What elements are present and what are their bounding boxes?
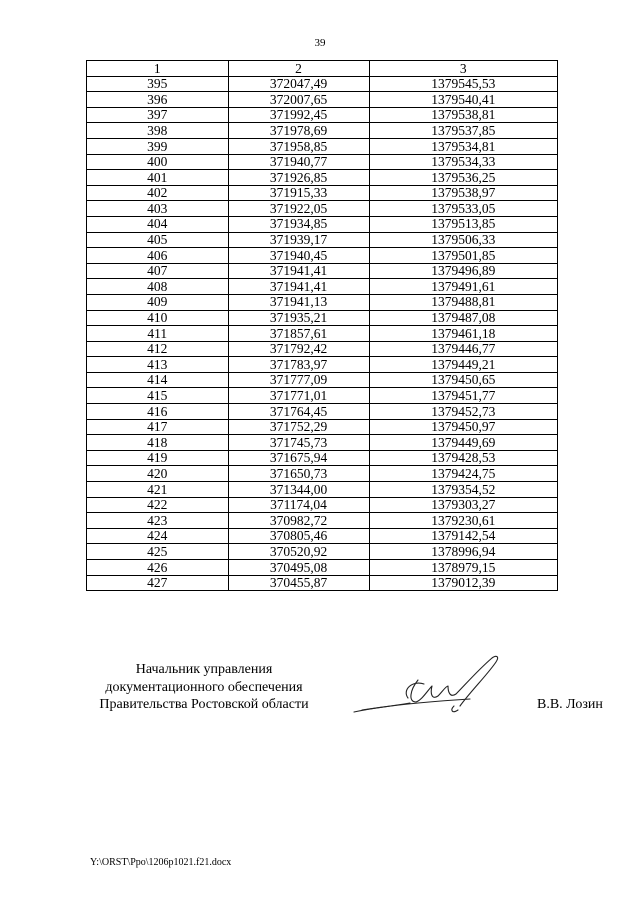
- table-row: [87, 216, 558, 232]
- table-cell: 371174,04: [228, 497, 369, 513]
- table-cell: 1379354,52: [369, 482, 558, 498]
- table-row: [87, 154, 558, 170]
- table-cell: 1379303,27: [369, 497, 558, 513]
- table-cell: 418: [87, 435, 229, 451]
- table-cell: 371783,97: [228, 357, 369, 373]
- table-cell: 371857,61: [228, 326, 369, 342]
- table-row: [87, 294, 558, 310]
- table-row: [87, 92, 558, 108]
- table-cell: 1379142,54: [369, 528, 558, 544]
- table-cell: 371940,77: [228, 154, 369, 170]
- table-cell: 371978,69: [228, 123, 369, 139]
- table-cell: 371650,73: [228, 466, 369, 482]
- table-row: [87, 560, 558, 576]
- table-row: [87, 544, 558, 560]
- table-row: [87, 248, 558, 264]
- table-cell: 371752,29: [228, 419, 369, 435]
- table-cell: 426: [87, 560, 229, 576]
- table-cell: 1379534,81: [369, 138, 558, 154]
- table-cell: 1379428,53: [369, 450, 558, 466]
- table-cell: 421: [87, 482, 229, 498]
- table-row: [87, 138, 558, 154]
- table-row: [87, 185, 558, 201]
- signatory-position: [96, 661, 312, 714]
- table-cell: 1379449,21: [369, 357, 558, 373]
- signatory-name: В.В. Лозин: [537, 697, 603, 712]
- table-cell: 371992,45: [228, 107, 369, 123]
- table-cell: 406: [87, 248, 229, 264]
- table-cell: 1379012,39: [369, 575, 558, 591]
- table-cell: 412: [87, 341, 229, 357]
- table-row: [87, 263, 558, 279]
- table-cell: 1379496,89: [369, 263, 558, 279]
- table-cell: 370982,72: [228, 513, 369, 529]
- table-cell: 427: [87, 575, 229, 591]
- signatory-position-line: Начальник управления: [135, 662, 273, 677]
- table-row: [87, 232, 558, 248]
- table-cell: 372047,49: [228, 76, 369, 92]
- table-row: [87, 341, 558, 357]
- table-cell: 1379446,77: [369, 341, 558, 357]
- table-cell: 1379540,41: [369, 92, 558, 108]
- table-cell: 371939,17: [228, 232, 369, 248]
- table-cell: 371915,33: [228, 185, 369, 201]
- table-cell: 1379452,73: [369, 404, 558, 420]
- table-row: [87, 76, 558, 92]
- table-row: [87, 419, 558, 435]
- table-cell: 1379488,81: [369, 294, 558, 310]
- table-row: [87, 279, 558, 295]
- table-cell: 424: [87, 528, 229, 544]
- table-cell: 1379545,53: [369, 76, 558, 92]
- table-cell: 371958,85: [228, 138, 369, 154]
- table-cell: 370520,92: [228, 544, 369, 560]
- table-row: [87, 435, 558, 451]
- table-cell: 1379450,65: [369, 372, 558, 388]
- table-row: [87, 326, 558, 342]
- table-cell: 413: [87, 357, 229, 373]
- table-cell: 1379513,85: [369, 216, 558, 232]
- table-row: [87, 466, 558, 482]
- table-cell: 1379424,75: [369, 466, 558, 482]
- table-row: [87, 404, 558, 420]
- table-cell: 402: [87, 185, 229, 201]
- handwritten-signature: [352, 650, 512, 722]
- table-cell: 401: [87, 170, 229, 186]
- table-cell: 423: [87, 513, 229, 529]
- table-row: [87, 575, 558, 591]
- table-cell: 370455,87: [228, 575, 369, 591]
- signatory-position-line: документационного обеспечения: [105, 679, 303, 695]
- table-row: [87, 357, 558, 373]
- table-cell: 371941,13: [228, 294, 369, 310]
- table-cell: 1379461,18: [369, 326, 558, 342]
- table-cell: 405: [87, 232, 229, 248]
- table-row: [87, 372, 558, 388]
- table-cell: 1379450,97: [369, 419, 558, 435]
- table-cell: 1379533,05: [369, 201, 558, 217]
- table-cell: 371771,01: [228, 388, 369, 404]
- table-cell: 397: [87, 107, 229, 123]
- table-cell: 1379230,61: [369, 513, 558, 529]
- table-row: [87, 388, 558, 404]
- table-cell: 370495,08: [228, 560, 369, 576]
- table-cell: 371941,41: [228, 279, 369, 295]
- table-cell: 1379536,25: [369, 170, 558, 186]
- table-cell: 371792,42: [228, 341, 369, 357]
- table-cell: 425: [87, 544, 229, 560]
- table-cell: 1379538,97: [369, 185, 558, 201]
- table-cell: 1379487,08: [369, 310, 558, 326]
- table-cell: 1379491,61: [369, 279, 558, 295]
- table-cell: 400: [87, 154, 229, 170]
- table-cell: 371935,21: [228, 310, 369, 326]
- table-cell: 1379451,77: [369, 388, 558, 404]
- table-cell: 420: [87, 466, 229, 482]
- table-cell: 1379534,33: [369, 154, 558, 170]
- table-cell: 371675,94: [228, 450, 369, 466]
- table-row: [87, 310, 558, 326]
- table-cell: 409: [87, 294, 229, 310]
- table-cell: 371934,85: [228, 216, 369, 232]
- table-cell: 419: [87, 450, 229, 466]
- table-cell: 1379538,81: [369, 107, 558, 123]
- table-cell: 371941,41: [228, 263, 369, 279]
- table-row: [87, 450, 558, 466]
- table-cell: 371344,00: [228, 482, 369, 498]
- table-cell: 370805,46: [228, 528, 369, 544]
- signatory-position-line: Правительства Ростовской области: [99, 697, 309, 712]
- footer-file-path: Y:\ORST\Ppo\1206p1021.f21.docx: [90, 857, 232, 868]
- table-cell: 411: [87, 326, 229, 342]
- table-row: [87, 497, 558, 513]
- table-cell: 407: [87, 263, 229, 279]
- page-number: 39: [314, 37, 326, 49]
- table-cell: 371926,85: [228, 170, 369, 186]
- coordinates-table: [86, 60, 558, 591]
- table-cell: 414: [87, 372, 229, 388]
- table-cell: 1379537,85: [369, 123, 558, 139]
- table-cell: 395: [87, 76, 229, 92]
- table-cell: 371745,73: [228, 435, 369, 451]
- table-cell: 398: [87, 123, 229, 139]
- table-cell: 404: [87, 216, 229, 232]
- table-row: [87, 201, 558, 217]
- table-cell: 1378996,94: [369, 544, 558, 560]
- table-row: [87, 482, 558, 498]
- table-row: [87, 513, 558, 529]
- table-cell: 371764,45: [228, 404, 369, 420]
- table-cell: 417: [87, 419, 229, 435]
- table-cell: 399: [87, 138, 229, 154]
- table-row: [87, 170, 558, 186]
- table-header-row: [87, 61, 558, 77]
- table-cell: 396: [87, 92, 229, 108]
- table-cell: 371922,05: [228, 201, 369, 217]
- table-row: [87, 528, 558, 544]
- column-header: 3: [369, 61, 558, 77]
- column-header: 2: [228, 61, 369, 77]
- table-cell: 371777,09: [228, 372, 369, 388]
- table-cell: 372007,65: [228, 92, 369, 108]
- table-row: [87, 107, 558, 123]
- column-header: 1: [87, 61, 229, 77]
- table-cell: 403: [87, 201, 229, 217]
- table-cell: 1379501,85: [369, 248, 558, 264]
- table-cell: 408: [87, 279, 229, 295]
- table-cell: 1379506,33: [369, 232, 558, 248]
- table-cell: 422: [87, 497, 229, 513]
- table-cell: 1378979,15: [369, 560, 558, 576]
- table-cell: 371940,45: [228, 248, 369, 264]
- table-cell: 415: [87, 388, 229, 404]
- table-row: [87, 123, 558, 139]
- table-cell: 416: [87, 404, 229, 420]
- table-cell: 410: [87, 310, 229, 326]
- table-cell: 1379449,69: [369, 435, 558, 451]
